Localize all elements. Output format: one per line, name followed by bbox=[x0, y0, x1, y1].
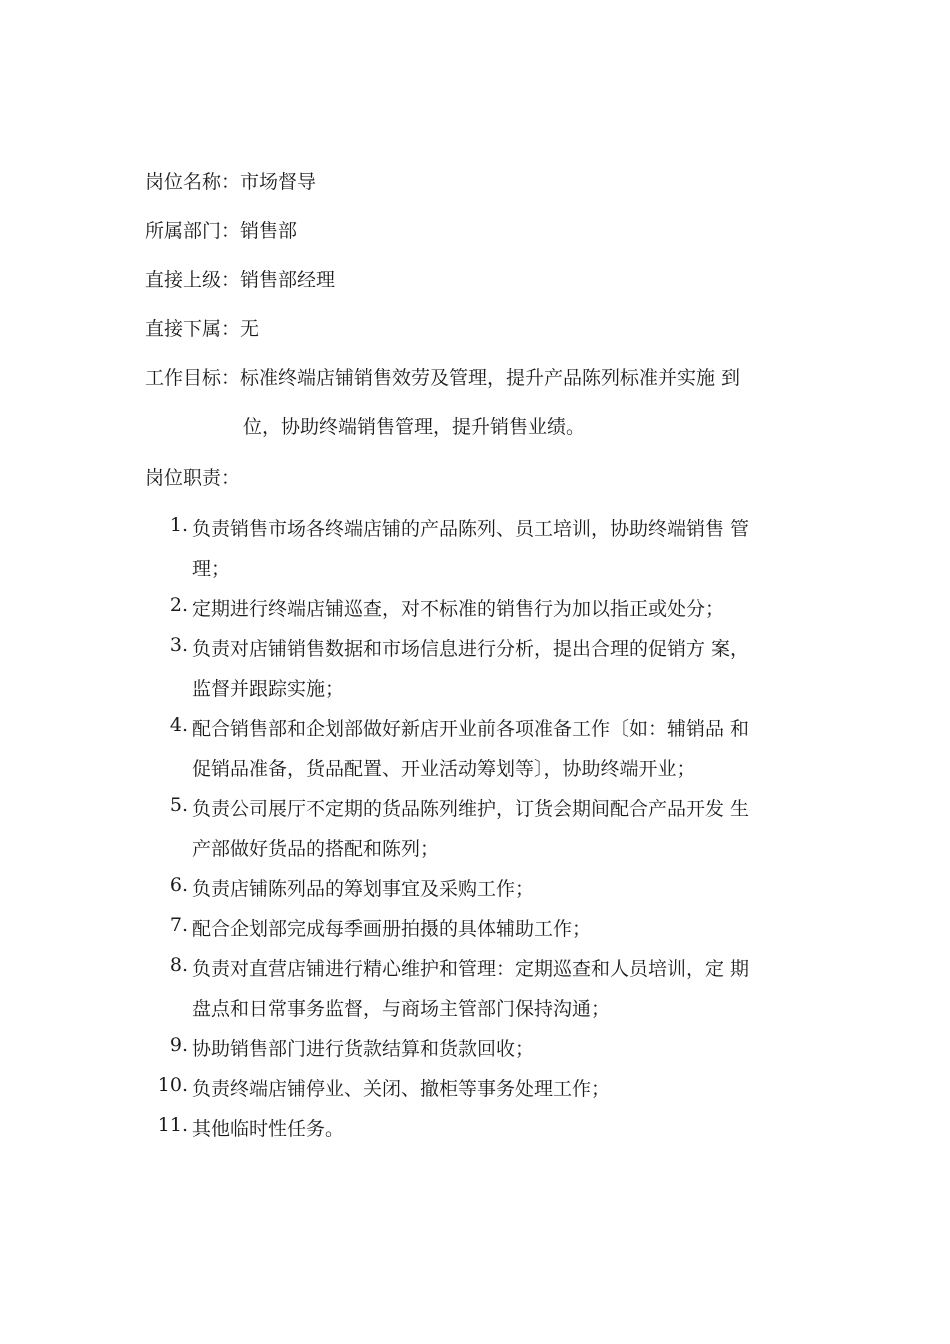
duty-text: 产部做好货品的搭配和陈列； bbox=[192, 838, 440, 860]
duty-number: 4. bbox=[169, 714, 188, 736]
field-superior bbox=[145, 268, 335, 292]
field-department bbox=[145, 219, 297, 243]
duty-text: 协助销售部门进行货款结算和货款回收； bbox=[192, 1038, 535, 1060]
field-label: 直接上级： bbox=[145, 269, 241, 291]
duty-item bbox=[150, 954, 830, 1034]
duty-text: 负责对直营店铺进行精心维护和管理：定期巡查和人员培训，定 期 bbox=[192, 958, 750, 980]
duty-text: 定期进行终端店铺巡查，对不标准的销售行为加以指正或处分； bbox=[192, 598, 725, 620]
field-value: 市场督导 bbox=[240, 171, 317, 193]
duty-text: 配合企划部完成每季画册拍摄的具体辅助工作； bbox=[192, 918, 592, 940]
duty-number: 9. bbox=[169, 1034, 188, 1056]
duty-item bbox=[150, 794, 830, 874]
duty-item bbox=[150, 634, 830, 714]
duty-number: 6. bbox=[169, 874, 188, 896]
duty-text: 其他临时性任务。 bbox=[192, 1118, 345, 1140]
field-goal-continuation: 位，协助终端销售管理，提升销售业绩。 bbox=[243, 416, 586, 438]
duty-text: 负责店铺陈列品的筹划事宜及采购工作； bbox=[192, 878, 535, 900]
duty-text: 负责对店铺销售数据和市场信息进行分析，提出合理的促销方 案， bbox=[192, 638, 750, 660]
field-value: 标准终端店铺销售效劳及管理，提升产品陈列标准并实施 到 bbox=[240, 367, 741, 389]
duty-text: 负责终端店铺停业、关闭、撤柜等事务处理工作； bbox=[192, 1078, 611, 1100]
duties-heading: 岗位职责： bbox=[145, 467, 241, 489]
field-value: 销售部经理 bbox=[240, 269, 336, 291]
duty-item bbox=[150, 594, 830, 634]
duty-text: 促销品准备，货品配置、开业活动筹划等〕，协助终端开业； bbox=[192, 758, 696, 780]
duty-number: 8. bbox=[169, 954, 188, 976]
field-label: 直接下属： bbox=[145, 318, 241, 340]
duty-item bbox=[150, 1034, 830, 1074]
duty-item bbox=[150, 514, 830, 594]
field-value: 销售部 bbox=[240, 220, 298, 242]
duty-number: 5. bbox=[169, 794, 188, 816]
duty-item bbox=[150, 1114, 830, 1154]
duty-item bbox=[150, 914, 830, 954]
field-value: 无 bbox=[240, 318, 260, 340]
duty-text: 负责销售市场各终端店铺的产品陈列、员工培训，协助终端销售 管 bbox=[192, 518, 750, 540]
duty-number: 1. bbox=[169, 514, 188, 536]
duty-number: 3. bbox=[169, 634, 188, 656]
duty-item bbox=[150, 1074, 830, 1114]
duty-item bbox=[150, 714, 830, 794]
field-goal bbox=[145, 366, 740, 390]
field-label: 岗位名称： bbox=[145, 171, 241, 193]
field-label: 所属部门： bbox=[145, 220, 241, 242]
duty-text: 负责公司展厅不定期的货品陈列维护，订货会期间配合产品开发 生 bbox=[192, 798, 750, 820]
duty-text: 理； bbox=[192, 558, 231, 580]
field-position bbox=[145, 170, 316, 194]
field-label: 工作目标： bbox=[145, 367, 241, 389]
duty-text: 盘点和日常事务监督，与商场主管部门保持沟通； bbox=[192, 998, 611, 1020]
duty-item bbox=[150, 874, 830, 914]
duty-text: 监督并跟踪实施； bbox=[192, 678, 345, 700]
field-subordinate bbox=[145, 317, 259, 341]
duty-number: 7. bbox=[169, 914, 188, 936]
duty-text: 配合销售部和企划部做好新店开业前各项准备工作〔如：辅销品 和 bbox=[192, 718, 750, 740]
duty-number: 2. bbox=[169, 594, 188, 616]
duty-number: 11. bbox=[157, 1114, 188, 1136]
duty-number: 10. bbox=[157, 1074, 188, 1096]
